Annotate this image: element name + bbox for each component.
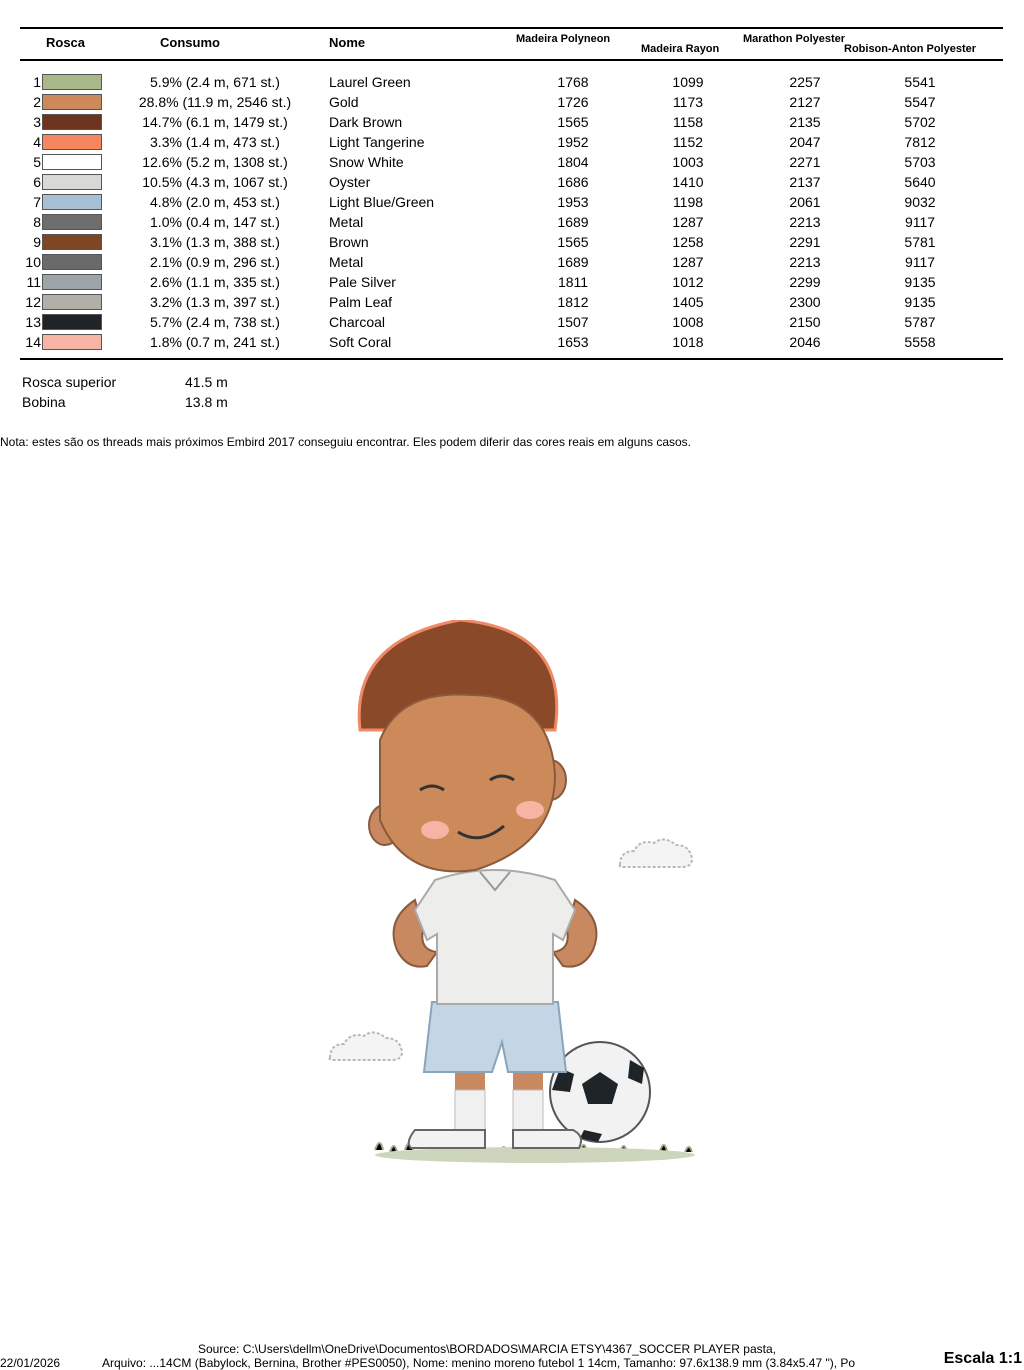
row-consumo: 3.1% (1.3 m, 388 st.): [150, 234, 280, 250]
row-madeira-rayon: 1152: [672, 134, 704, 150]
color-swatch: [42, 314, 102, 330]
row-consumo: 3.3% (1.4 m, 473 st.): [150, 134, 280, 150]
row-madeira-rayon: 1012: [672, 274, 704, 290]
row-number: 11: [26, 274, 41, 290]
row-nome: Light Tangerine: [329, 134, 425, 150]
color-swatch: [42, 294, 102, 310]
row-madeira-rayon: 1003: [672, 154, 704, 170]
row-madeira-polyneon: 1689: [557, 254, 589, 270]
row-madeira-rayon: 1198: [672, 194, 704, 210]
row-number: 1: [33, 74, 41, 90]
row-number: 4: [33, 134, 41, 150]
row-madeira-rayon: 1410: [672, 174, 704, 190]
header-consumo: Consumo: [160, 35, 220, 50]
row-consumo: 3.2% (1.3 m, 397 st.): [150, 294, 280, 310]
row-consumo: 1.8% (0.7 m, 241 st.): [150, 334, 280, 350]
color-swatch: [42, 234, 102, 250]
header-robison-anton-polyester: Robison-Anton Polyester: [844, 43, 977, 55]
table-row: [0, 212, 1024, 232]
row-robison-anton: 5640: [904, 174, 936, 190]
color-swatch: [42, 154, 102, 170]
rosca-superior-label: Rosca superior: [22, 374, 117, 390]
row-madeira-polyneon: 1689: [557, 214, 589, 230]
table-row: [0, 172, 1024, 192]
header-madeira-polyneon: Madeira Polyneon: [516, 33, 611, 45]
row-madeira-polyneon: 1726: [557, 94, 589, 110]
row-consumo: 14.7% (6.1 m, 1479 st.): [142, 114, 288, 130]
row-robison-anton: 9135: [904, 274, 936, 290]
row-madeira-polyneon: 1686: [557, 174, 589, 190]
row-marathon: 2213: [789, 254, 821, 270]
table-row: [0, 292, 1024, 312]
row-marathon: 2271: [789, 154, 821, 170]
row-nome: Light Blue/Green: [329, 194, 435, 210]
row-madeira-rayon: 1173: [672, 94, 704, 110]
table-row: [0, 272, 1024, 292]
row-nome: Snow White: [329, 154, 404, 170]
row-robison-anton: 9117: [904, 254, 936, 270]
color-swatch: [42, 174, 102, 190]
row-robison-anton: 9032: [904, 194, 936, 210]
row-consumo: 4.8% (2.0 m, 453 st.): [150, 194, 280, 210]
row-madeira-polyneon: 1811: [557, 274, 589, 290]
row-robison-anton: 5703: [904, 154, 936, 170]
thread-note: Nota: estes são os threads mais próximos Embird 2017 conseguiu encontrar. Eles podem diferir das cores reais em alguns casos.: [0, 435, 692, 449]
color-swatch: [42, 194, 102, 210]
row-madeira-polyneon: 1952: [557, 134, 589, 150]
row-madeira-rayon: 1287: [672, 254, 704, 270]
row-consumo: 12.6% (5.2 m, 1308 st.): [142, 154, 288, 170]
color-swatch: [42, 114, 102, 130]
table-top-rule: [20, 27, 1003, 29]
row-nome: Pale Silver: [329, 274, 396, 290]
row-robison-anton: 5541: [904, 74, 936, 90]
row-marathon: 2213: [789, 214, 821, 230]
table-row: [0, 192, 1024, 212]
table-header-rule: [20, 59, 1003, 61]
row-number: 13: [25, 314, 41, 330]
row-madeira-polyneon: 1653: [557, 334, 589, 350]
embroidery-design-image: [300, 620, 720, 1180]
color-swatch: [42, 334, 102, 350]
row-number: 2: [33, 94, 41, 110]
row-madeira-polyneon: 1565: [557, 234, 589, 250]
header-marathon-polyester: Marathon Polyester: [743, 33, 846, 45]
row-consumo: 5.9% (2.4 m, 671 st.): [150, 74, 280, 90]
row-consumo: 5.7% (2.4 m, 738 st.): [150, 314, 280, 330]
row-robison-anton: 5787: [904, 314, 936, 330]
row-number: 3: [33, 114, 41, 130]
row-marathon: 2047: [789, 134, 821, 150]
row-madeira-polyneon: 1507: [557, 314, 589, 330]
row-number: 9: [33, 234, 41, 250]
row-robison-anton: 9135: [904, 294, 936, 310]
row-robison-anton: 5547: [904, 94, 936, 110]
row-marathon: 2137: [789, 174, 821, 190]
row-consumo: 10.5% (4.3 m, 1067 st.): [142, 174, 288, 190]
row-marathon: 2061: [789, 194, 821, 210]
row-number: 5: [33, 154, 41, 170]
shirt: [415, 870, 575, 1004]
footer-source: Source: C:\Users\dellm\OneDrive\Documentos\BORDADOS\MARCIA ETSY\4367_SOCCER PLAYER pasta,: [198, 1342, 776, 1356]
row-marathon: 2046: [789, 334, 821, 350]
footer-arquivo: Arquivo: ...14CM (Babylock, Bernina, Brother #PES0050), Nome: menino moreno futebol 1 14cm, Tamanho: 97.6x138.9 mm (3.84x5.47 "), Po: [102, 1356, 856, 1370]
row-madeira-rayon: 1158: [672, 114, 704, 130]
head: [359, 620, 566, 871]
row-nome: Charcoal: [329, 314, 386, 330]
row-robison-anton: 5558: [904, 334, 936, 350]
row-marathon: 2300: [789, 294, 821, 310]
row-nome: Dark Brown: [329, 114, 403, 130]
row-nome: Oyster: [329, 174, 371, 190]
row-number: 12: [25, 294, 41, 310]
table-bottom-rule: [20, 358, 1003, 360]
footer-date: 22/01/2026: [0, 1356, 61, 1370]
bobina-value: 13.8 m: [185, 394, 228, 410]
header-madeira-rayon: Madeira Rayon: [641, 43, 720, 55]
row-nome: Palm Leaf: [329, 294, 393, 310]
row-robison-anton: 5781: [904, 234, 936, 250]
row-robison-anton: 7812: [904, 134, 936, 150]
header-rosca: Rosca: [46, 35, 86, 50]
row-marathon: 2135: [789, 114, 821, 130]
color-swatch: [42, 94, 102, 110]
row-number: 7: [33, 194, 41, 210]
row-nome: Brown: [329, 234, 369, 250]
row-robison-anton: 5702: [904, 114, 936, 130]
color-swatch: [42, 254, 102, 270]
rosca-superior-value: 41.5 m: [185, 374, 228, 390]
table-row: [0, 332, 1024, 352]
row-marathon: 2257: [789, 74, 821, 90]
bobina-label: Bobina: [22, 394, 66, 410]
row-consumo: 28.8% (11.9 m, 2546 st.): [138, 94, 292, 110]
row-madeira-rayon: 1018: [672, 334, 704, 350]
row-number: 14: [25, 334, 41, 350]
row-madeira-polyneon: 1812: [557, 294, 589, 310]
row-consumo: 2.1% (0.9 m, 296 st.): [150, 254, 280, 270]
row-marathon: 2127: [789, 94, 821, 110]
row-number: 6: [33, 174, 41, 190]
row-consumo: 1.0% (0.4 m, 147 st.): [150, 214, 280, 230]
color-swatch: [42, 274, 102, 290]
row-madeira-rayon: 1258: [672, 234, 704, 250]
row-madeira-polyneon: 1565: [557, 114, 589, 130]
row-madeira-polyneon: 1953: [557, 194, 589, 210]
row-madeira-rayon: 1008: [672, 314, 704, 330]
shorts: [424, 1002, 566, 1072]
color-swatch: [42, 214, 102, 230]
row-nome: Gold: [329, 94, 359, 110]
row-madeira-rayon: 1405: [672, 294, 704, 310]
row-nome: Metal: [329, 254, 364, 270]
row-number: 8: [33, 214, 41, 230]
header-nome: Nome: [329, 35, 366, 50]
row-madeira-polyneon: 1768: [557, 74, 589, 90]
row-nome: Soft Coral: [329, 334, 392, 350]
row-marathon: 2291: [789, 234, 821, 250]
color-swatch: [42, 74, 102, 90]
color-swatch: [42, 134, 102, 150]
table-row: [0, 72, 1024, 92]
table-row: [0, 132, 1024, 152]
row-nome: Laurel Green: [329, 74, 411, 90]
table-row: [0, 232, 1024, 252]
table-row: [0, 152, 1024, 172]
row-marathon: 2150: [789, 314, 821, 330]
table-row: [0, 112, 1024, 132]
table-row: [0, 92, 1024, 112]
row-robison-anton: 9117: [904, 214, 936, 230]
row-madeira-rayon: 1099: [672, 74, 704, 90]
row-nome: Metal: [329, 214, 364, 230]
row-marathon: 2299: [789, 274, 821, 290]
row-consumo: 2.6% (1.1 m, 335 st.): [150, 274, 280, 290]
row-number: 10: [25, 254, 41, 270]
table-row: [0, 252, 1024, 272]
scale-label: Escala 1:1: [943, 1350, 1022, 1367]
row-madeira-polyneon: 1804: [557, 154, 589, 170]
row-madeira-rayon: 1287: [672, 214, 704, 230]
table-row: [0, 312, 1024, 332]
